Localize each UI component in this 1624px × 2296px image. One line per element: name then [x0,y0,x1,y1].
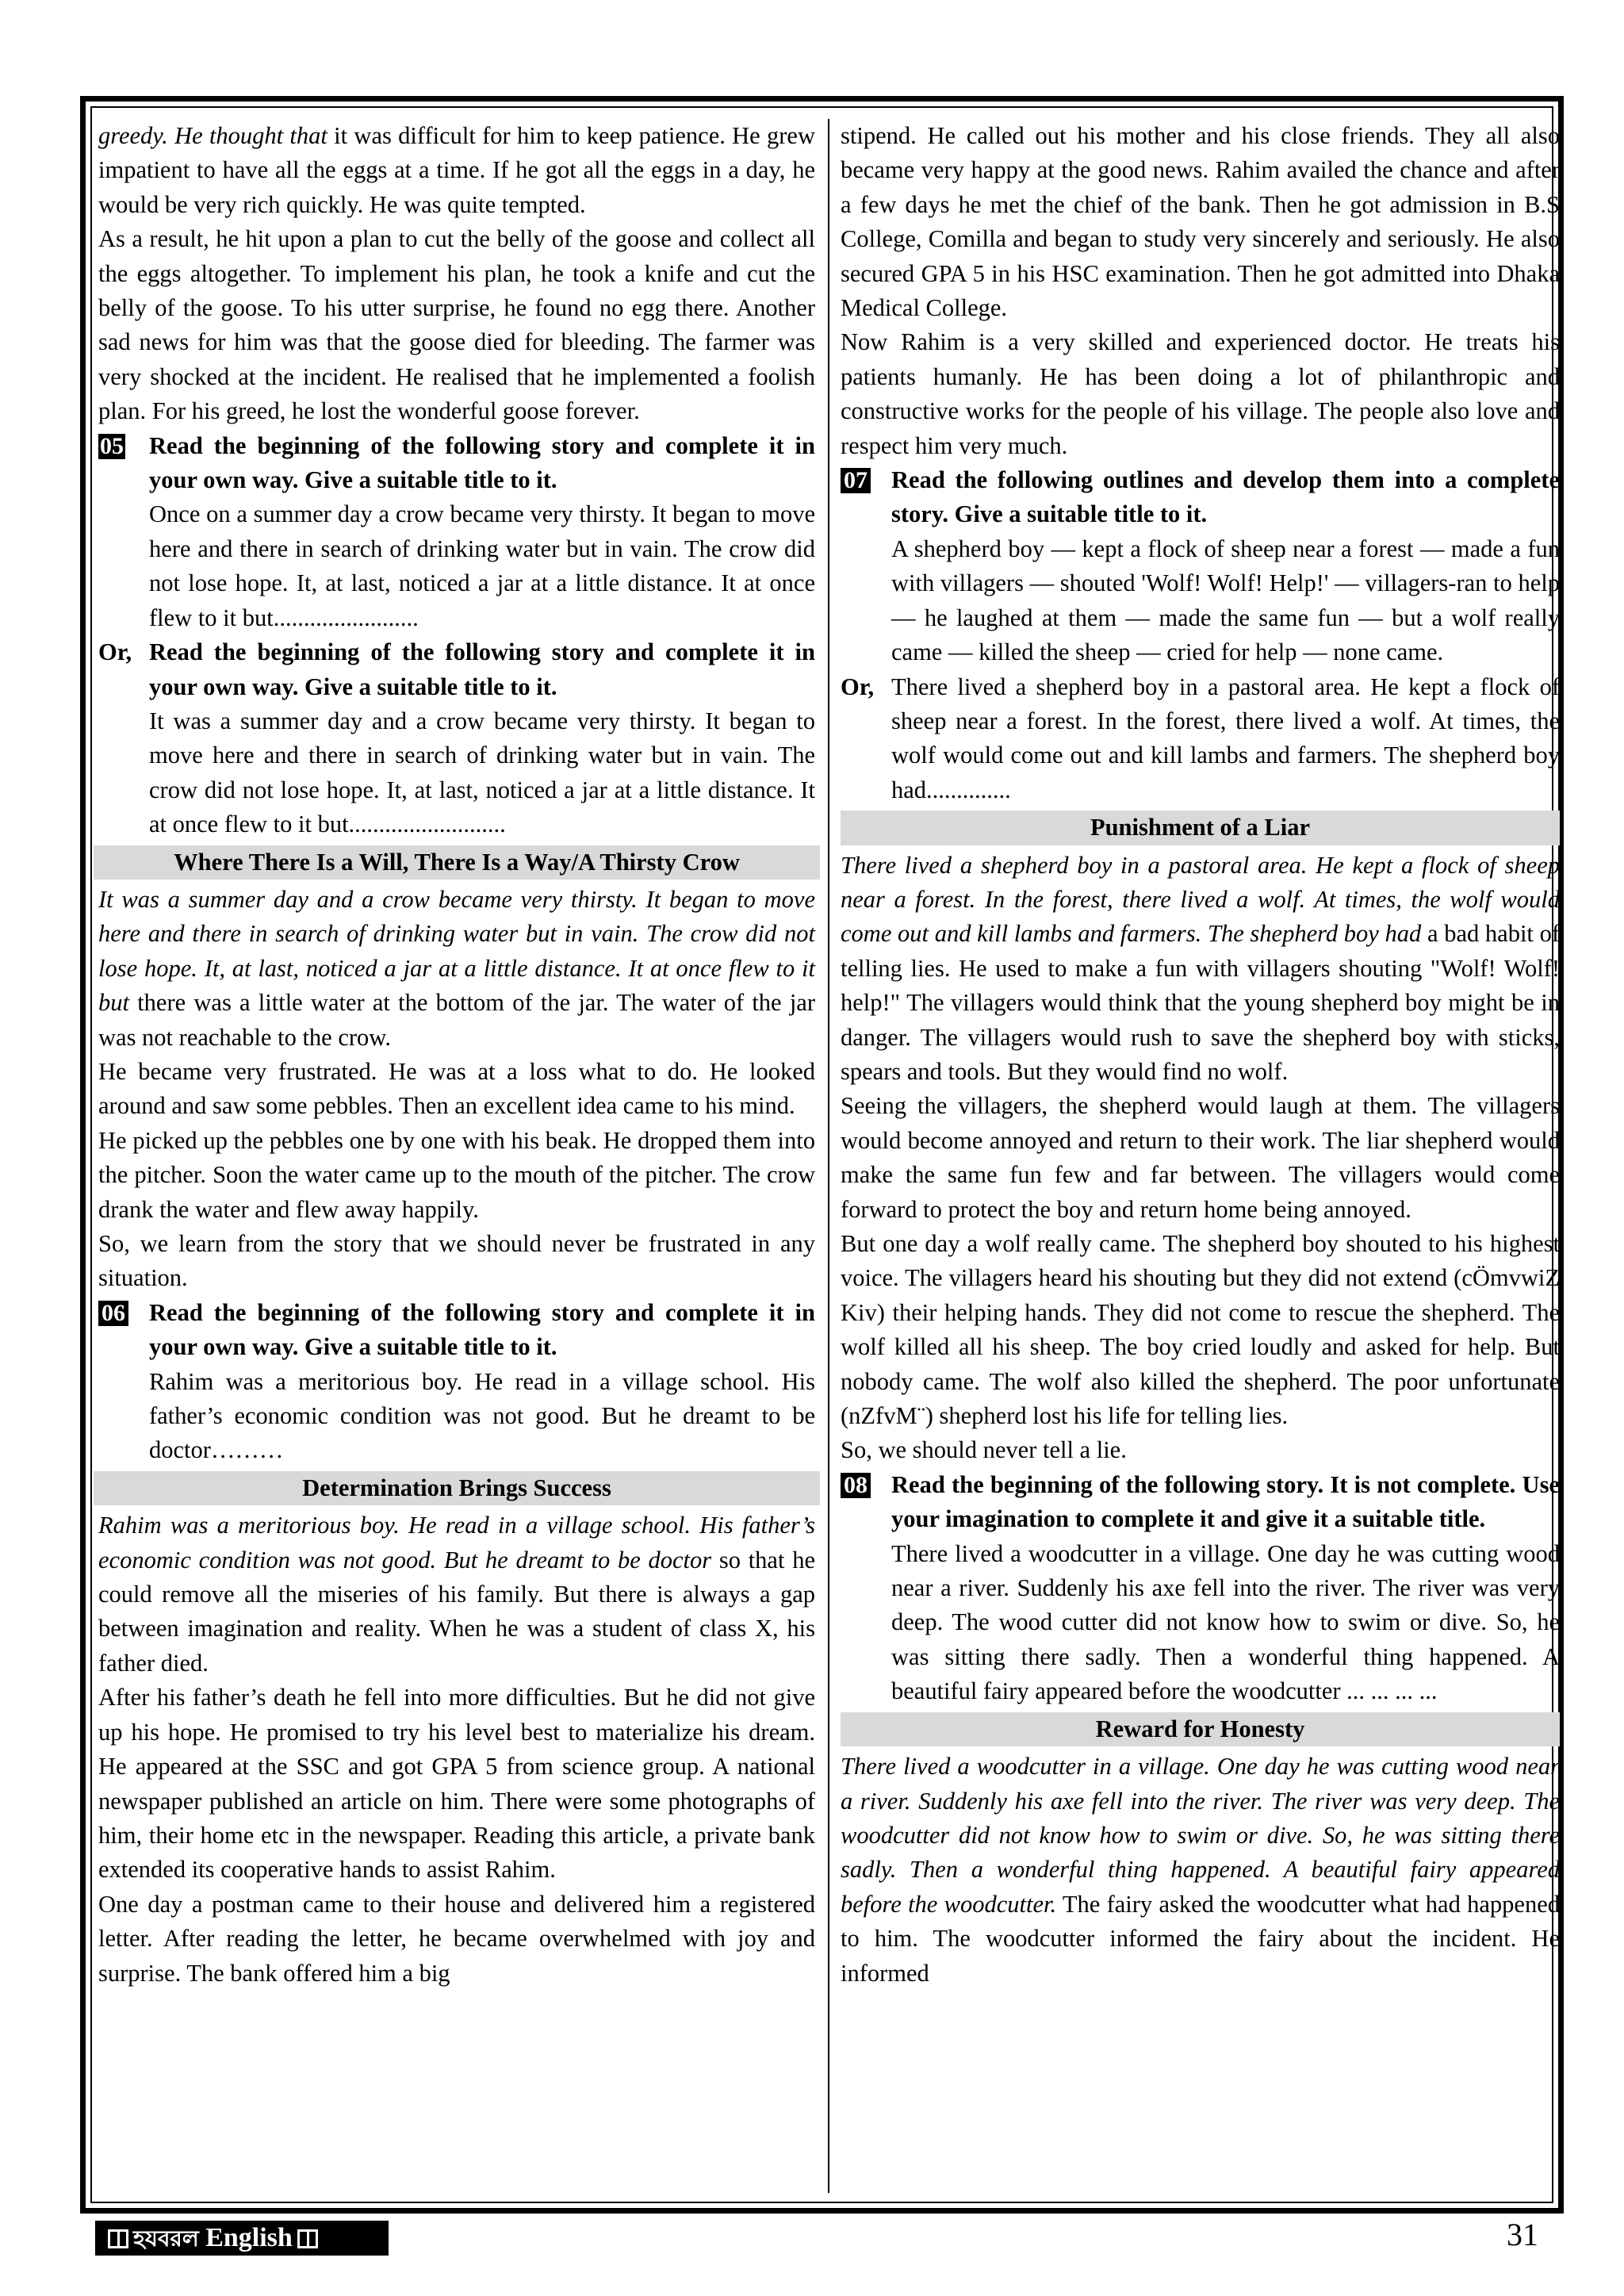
story-text: a bad habit of telling lies. He used to make a fun with villagers shouting "Wolf! Wolf! help!" The villagers would think that the young shepherd boy might be in danger. The villagers would rush to save the shepherd boy with sticks, spears and tools. But they would find no wolf. [841,920,1560,1085]
story-title: Punishment of a Liar [841,811,1560,845]
or-label: Or, [98,638,132,666]
story-title: Where There Is a Will, There Is a Way/A Thirsty Crow [94,845,820,880]
story-italic-lead: There lived a woodcutter in a village. One day he was cutting wood near a river. Suddenly his axe fell into the river. The river was very deep. The woodcutter did not know how to swim or dive. So, he was sitting there sadly. Then a wonderful thing happened. A beautiful fairy appeared before the woodcutter. [841,1753,1560,1918]
column-divider [828,119,829,2193]
question-instruction: Read the beginning of the following story and complete it in your own way. Give a suitable title to it. [149,431,815,494]
story-text: there was a little water at the bottom of the jar. The water of the jar was not reachable to the crow. [98,989,815,1051]
question-08 [841,1468,1560,1537]
story-paragraph [841,849,1560,1090]
story-paragraph: Seeing the villagers, the shepherd would laugh at them. The villagers would become annoyed and return to their work. The liar shepherd would make the same fun few and far between. The villagers would come forward to protect the boy and return home being annoyed. [841,1092,1560,1223]
question-number-badge: 08 [841,1473,871,1498]
or-label: Or, [841,673,875,700]
question-07-or-passage: There lived a shepherd boy in a pastoral area. He kept a flock of sheep near a forest. In the forest, there lived a wolf. At times, the wolf would come out and kill lambs and farmers. The shepherd boy had.............. [891,673,1560,803]
question-instruction: Read the beginning of the following story and complete it in your own way. Give a suitable title to it. [149,638,815,700]
story-italic-lead: It was a summer day and a crow became very thirsty. It began to move here and there in search of drinking water but in vain. The crow did not lose hope. It, at last, noticed a jar at a little distance. It at once flew to it but [98,885,815,1017]
question-number-badge: 06 [98,1301,128,1326]
story-paragraph [98,1508,815,1681]
left-column [98,119,815,1991]
story-paragraph: He picked up the pebbles one by one with his beak. He dropped them into the pitcher. Soon the water came up to the mouth of the pitcher. The crow drank the water and flew away happily. [98,1126,815,1223]
page-number: 31 [1507,2217,1538,2252]
story-paragraph [841,1750,1560,1991]
question-instruction: Read the beginning of the following story and complete it in your own way. Give a suitable title to it. [149,1298,815,1361]
question-05-or-passage: It was a summer day and a crow became very thirsty. It began to move here and there in search of drinking water but in vain. The crow did not lose hope. It, at last, noticed a jar at a little distance. It at once flew to it but.......................... [149,707,815,838]
question-08-passage: There lived a woodcutter in a village. One day he was cutting wood near a river. Suddenly his axe fell into the river. The river was very deep. The wood cutter did not know how to swim or dive. So, he was sitting there sadly. Then a wonderful thing happened. A beautiful fairy appeared before the woodcutter ... ... ... ... [891,1539,1560,1705]
brand-logo [95,2221,389,2256]
question-05 [98,429,815,498]
story-paragraph: He became very frustrated. He was at a loss what to do. He looked around and saw some pebbles. Then an excellent idea came to his mind. [98,1057,815,1120]
story-italic-lead: There lived a shepherd boy in a pastoral area. He kept a flock of sheep near a forest. In the forest, there lived a wolf. At times, the wolf would come out and kill lambs and farmers. The shepherd boy had [841,851,1560,948]
question-07-or [841,670,1560,808]
story-paragraph: So, we learn from the story that we should never be frustrated in any situation. [98,1230,815,1292]
goose-story-text: it was difficult for him to keep patience. He grew impatient to have all the eggs at a time. If he got all the eggs in a day, he would be very rich quickly. He was quite tempted. [98,122,815,218]
story-title: Determination Brings Success [94,1471,820,1505]
brand-english: English [205,2223,293,2252]
story-paragraph: One day a postman came to their house and delivered him a registered letter. After reading the letter, he became overwhelmed with joy and surprise. The bank offered him a big [98,1890,815,1987]
right-column [841,119,1560,1991]
question-instruction: Read the following outlines and develop them into a complete story. Give a suitable title to it. [891,466,1560,528]
story-paragraph: stipend. He called out his mother and his close friends. They all also became very happy at the good news. Rahim availed the chance and after a few days he met the chief of the bank. Then he got admission in B.S College, Comilla and began to study very sincerely and seriously. He also secured GPA 5 in his HSC examination. Then he got admitted into Dhaka Medical College. [841,122,1560,322]
question-06 [98,1296,815,1365]
story-paragraph: So, we should never tell a lie. [841,1436,1127,1464]
story-paragraph [98,883,815,1055]
goose-story-italic-lead: greedy. He thought that [98,122,327,149]
brand-bangla: হযবরল [133,2225,199,2252]
book-icon [108,2229,128,2248]
story-text: so that he could remove all the miseries of his family. But there is always a gap between imagination and reality. When he was a student of class X, his father died. [98,1546,815,1677]
question-number-badge: 05 [100,432,124,459]
question-number-badge: 07 [841,468,871,493]
story-paragraph: After his father’s death he fell into more difficulties. But he did not give up his hope. He promised to try his level best to materialize his dream. He appeared at the SSC and got GPA 5 from science group. A national newspaper published an article on him. There were some photographs of him, their home etc in the newspaper. Reading this article, a private bank extended its cooperative hands to assist Rahim. [98,1684,815,1884]
goose-story-ending-paragraph-2: As a result, he hit upon a plan to cut the belly of the goose and collect all the eggs altogether. To implement his plan, he took a knife and cut the belly of the goose. To his utter surprise, he found no egg there. Another sad news for him was that the goose died for bleeding. The farmer was very shocked at the incident. He realised that he implemented a foolish plan. For his greed, he lost the wonderful goose forever. [98,225,815,425]
story-italic-lead: Rahim was a meritorious boy. He read in a village school. His father’s economic condition was not good. But he dreamt to be doctor [98,1512,815,1573]
story-paragraph: But one day a wolf really came. The shepherd boy shouted to his highest voice. The villagers heard his shouting but they did not extend (cÖmvwiZ Kiv) their helping hands. They did not come to rescue the shepherd. The wolf killed all his sheep. The boy cried loudly and asked for help. But nobody came. The wolf also killed the shepherd. The poor unfortunate (nZfvM¨) shepherd lost his life for telling lies. [841,1230,1560,1430]
question-07-outline: A shepherd boy — kept a flock of sheep near a forest — made a fun with villagers — shouted 'Wolf! Wolf! Help!' — villagers-ran to help — he laughed at them — made the same fun — but a wolf really came — killed the sheep — cried for help — none came. [891,535,1560,666]
story-paragraph: Now Rahim is a very skilled and experienced doctor. He treats his patients humanly. He has been doing a lot of philanthropic and constructive works for the people of his village. The people also love and respect him very much. [841,328,1560,459]
story-text: The fairy asked the woodcutter what had happened to him. The woodcutter informed the fairy about the incident. He informed [841,1890,1561,1987]
question-06-passage: Rahim was a meritorious boy. He read in a village school. His father’s economic condition was not good. But he dreamt to be doctor……… [149,1367,815,1464]
story-title: Reward for Honesty [841,1712,1560,1746]
book-icon [297,2229,318,2248]
question-instruction: Read the beginning of the following story. It is not complete. Use your imagination to complete it and give it a suitable title. [891,1470,1560,1533]
goose-story-ending-paragraph-1 [98,119,815,222]
question-05-passage: Once on a summer day a crow became very thirsty. It began to move here and there in search of drinking water but in vain. The crow did not lose hope. It, at last, noticed a jar at a little distance. It at once flew to it but........................ [149,500,815,631]
question-05-or [98,635,815,704]
question-07 [841,463,1560,532]
